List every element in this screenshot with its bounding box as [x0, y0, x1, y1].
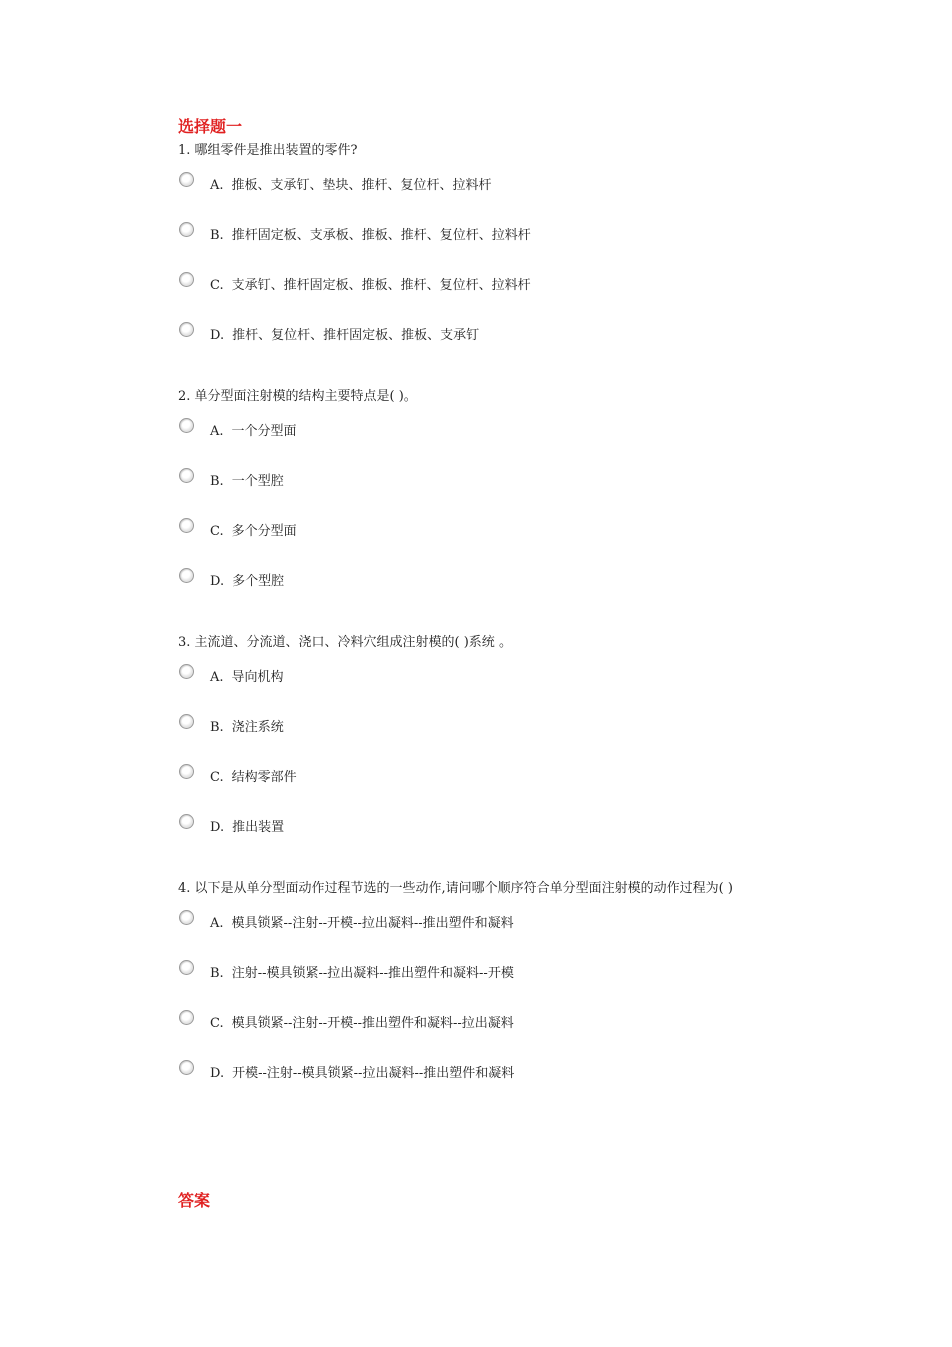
radio-button-icon[interactable]	[179, 418, 194, 433]
option-text: 模具锁紧--注射--开模--拉出凝料--推出塑件和凝料	[231, 916, 514, 931]
radio-button-icon[interactable]	[179, 714, 194, 729]
option-text: 浇注系统	[231, 720, 284, 735]
option-label	[210, 769, 297, 787]
option-text: 一个型腔	[231, 474, 284, 489]
option-key: D.	[210, 1066, 225, 1081]
option-text: 多个分型面	[231, 524, 297, 539]
option-key: D.	[210, 820, 225, 835]
option-key: A.	[210, 916, 224, 931]
radio-button-icon[interactable]	[179, 518, 194, 533]
section-title: 选择题一	[178, 117, 243, 136]
option-label	[210, 177, 492, 195]
option-key: B.	[210, 228, 224, 243]
question-text: 2. 单分型面注射模的结构主要特点是( )。	[178, 389, 417, 404]
option-a[interactable]	[178, 418, 798, 468]
radio-button-icon[interactable]	[179, 910, 194, 925]
option-d[interactable]	[178, 1060, 798, 1110]
option-text: 多个型腔	[232, 574, 285, 589]
question-text: 4. 以下是从单分型面动作过程节选的一些动作,请问哪个顺序符合单分型面注射模的动作过程为( )	[178, 881, 733, 896]
option-text: 推板、支承钉、垫块、推杆、复位杆、拉料杆	[231, 178, 492, 193]
document-body	[178, 116, 798, 1122]
option-label	[210, 669, 284, 687]
question-4	[178, 876, 798, 1110]
option-list	[178, 172, 798, 372]
question-text: 3. 主流道、分流道、浇口、冷料穴组成注射模的( )系统 。	[178, 635, 512, 650]
option-label	[210, 573, 284, 591]
option-a[interactable]	[178, 172, 798, 222]
option-a[interactable]	[178, 910, 798, 960]
option-key: B.	[210, 474, 224, 489]
option-text: 模具锁紧--注射--开模--推出塑件和凝料--拉出凝料	[231, 1016, 514, 1031]
radio-button-icon[interactable]	[179, 172, 194, 187]
option-c[interactable]	[178, 272, 798, 322]
option-key: A.	[210, 178, 224, 193]
option-key: B.	[210, 720, 224, 735]
option-text: 一个分型面	[231, 424, 297, 439]
option-text: 开模--注射--模具锁紧--拉出凝料--推出塑件和凝料	[232, 1066, 515, 1081]
option-list	[178, 910, 798, 1110]
radio-button-icon[interactable]	[179, 568, 194, 583]
question-2	[178, 384, 798, 618]
radio-button-icon[interactable]	[179, 1060, 194, 1075]
option-label	[210, 227, 531, 245]
radio-button-icon[interactable]	[179, 814, 194, 829]
radio-button-icon[interactable]	[179, 664, 194, 679]
option-c[interactable]	[178, 518, 798, 568]
option-label	[210, 473, 284, 491]
option-b[interactable]	[178, 960, 798, 1010]
option-label	[210, 327, 479, 345]
option-key: A.	[210, 670, 224, 685]
option-label	[210, 915, 514, 933]
option-c[interactable]	[178, 1010, 798, 1060]
option-key: C.	[210, 770, 224, 785]
option-key: D.	[210, 574, 225, 589]
option-key: A.	[210, 424, 224, 439]
option-d[interactable]	[178, 568, 798, 618]
option-text: 推出装置	[232, 820, 285, 835]
option-label	[210, 1065, 514, 1083]
answer-title: 答案	[178, 1191, 211, 1210]
radio-button-icon[interactable]	[179, 764, 194, 779]
question-text: 1. 哪组零件是推出装置的零件?	[178, 143, 358, 158]
option-key: C.	[210, 1016, 224, 1031]
question-1	[178, 138, 798, 372]
option-text: 推杆固定板、支承板、推板、推杆、复位杆、拉料杆	[231, 228, 531, 243]
option-key: C.	[210, 524, 224, 539]
option-text: 注射--模具锁紧--拉出凝料--推出塑件和凝料--开模	[231, 966, 514, 981]
option-text: 支承钉、推杆固定板、推板、推杆、复位杆、拉料杆	[231, 278, 531, 293]
option-key: C.	[210, 278, 224, 293]
radio-button-icon[interactable]	[179, 960, 194, 975]
option-b[interactable]	[178, 468, 798, 518]
option-label	[210, 423, 297, 441]
option-label	[210, 719, 284, 737]
option-text: 推杆、复位杆、推杆固定板、推板、支承钉	[232, 328, 480, 343]
option-label	[210, 277, 531, 295]
option-b[interactable]	[178, 714, 798, 764]
option-label	[210, 819, 284, 837]
radio-button-icon[interactable]	[179, 322, 194, 337]
option-label	[210, 965, 514, 983]
option-c[interactable]	[178, 764, 798, 814]
option-label	[210, 1015, 514, 1033]
option-key: D.	[210, 328, 225, 343]
option-list	[178, 418, 798, 618]
option-b[interactable]	[178, 222, 798, 272]
option-label	[210, 523, 297, 541]
radio-button-icon[interactable]	[179, 222, 194, 237]
radio-button-icon[interactable]	[179, 1010, 194, 1025]
option-list	[178, 664, 798, 864]
option-text: 导向机构	[231, 670, 284, 685]
radio-button-icon[interactable]	[179, 468, 194, 483]
option-d[interactable]	[178, 814, 798, 864]
question-3	[178, 630, 798, 864]
option-d[interactable]	[178, 322, 798, 372]
option-a[interactable]	[178, 664, 798, 714]
option-key: B.	[210, 966, 224, 981]
option-text: 结构零部件	[231, 770, 297, 785]
radio-button-icon[interactable]	[179, 272, 194, 287]
